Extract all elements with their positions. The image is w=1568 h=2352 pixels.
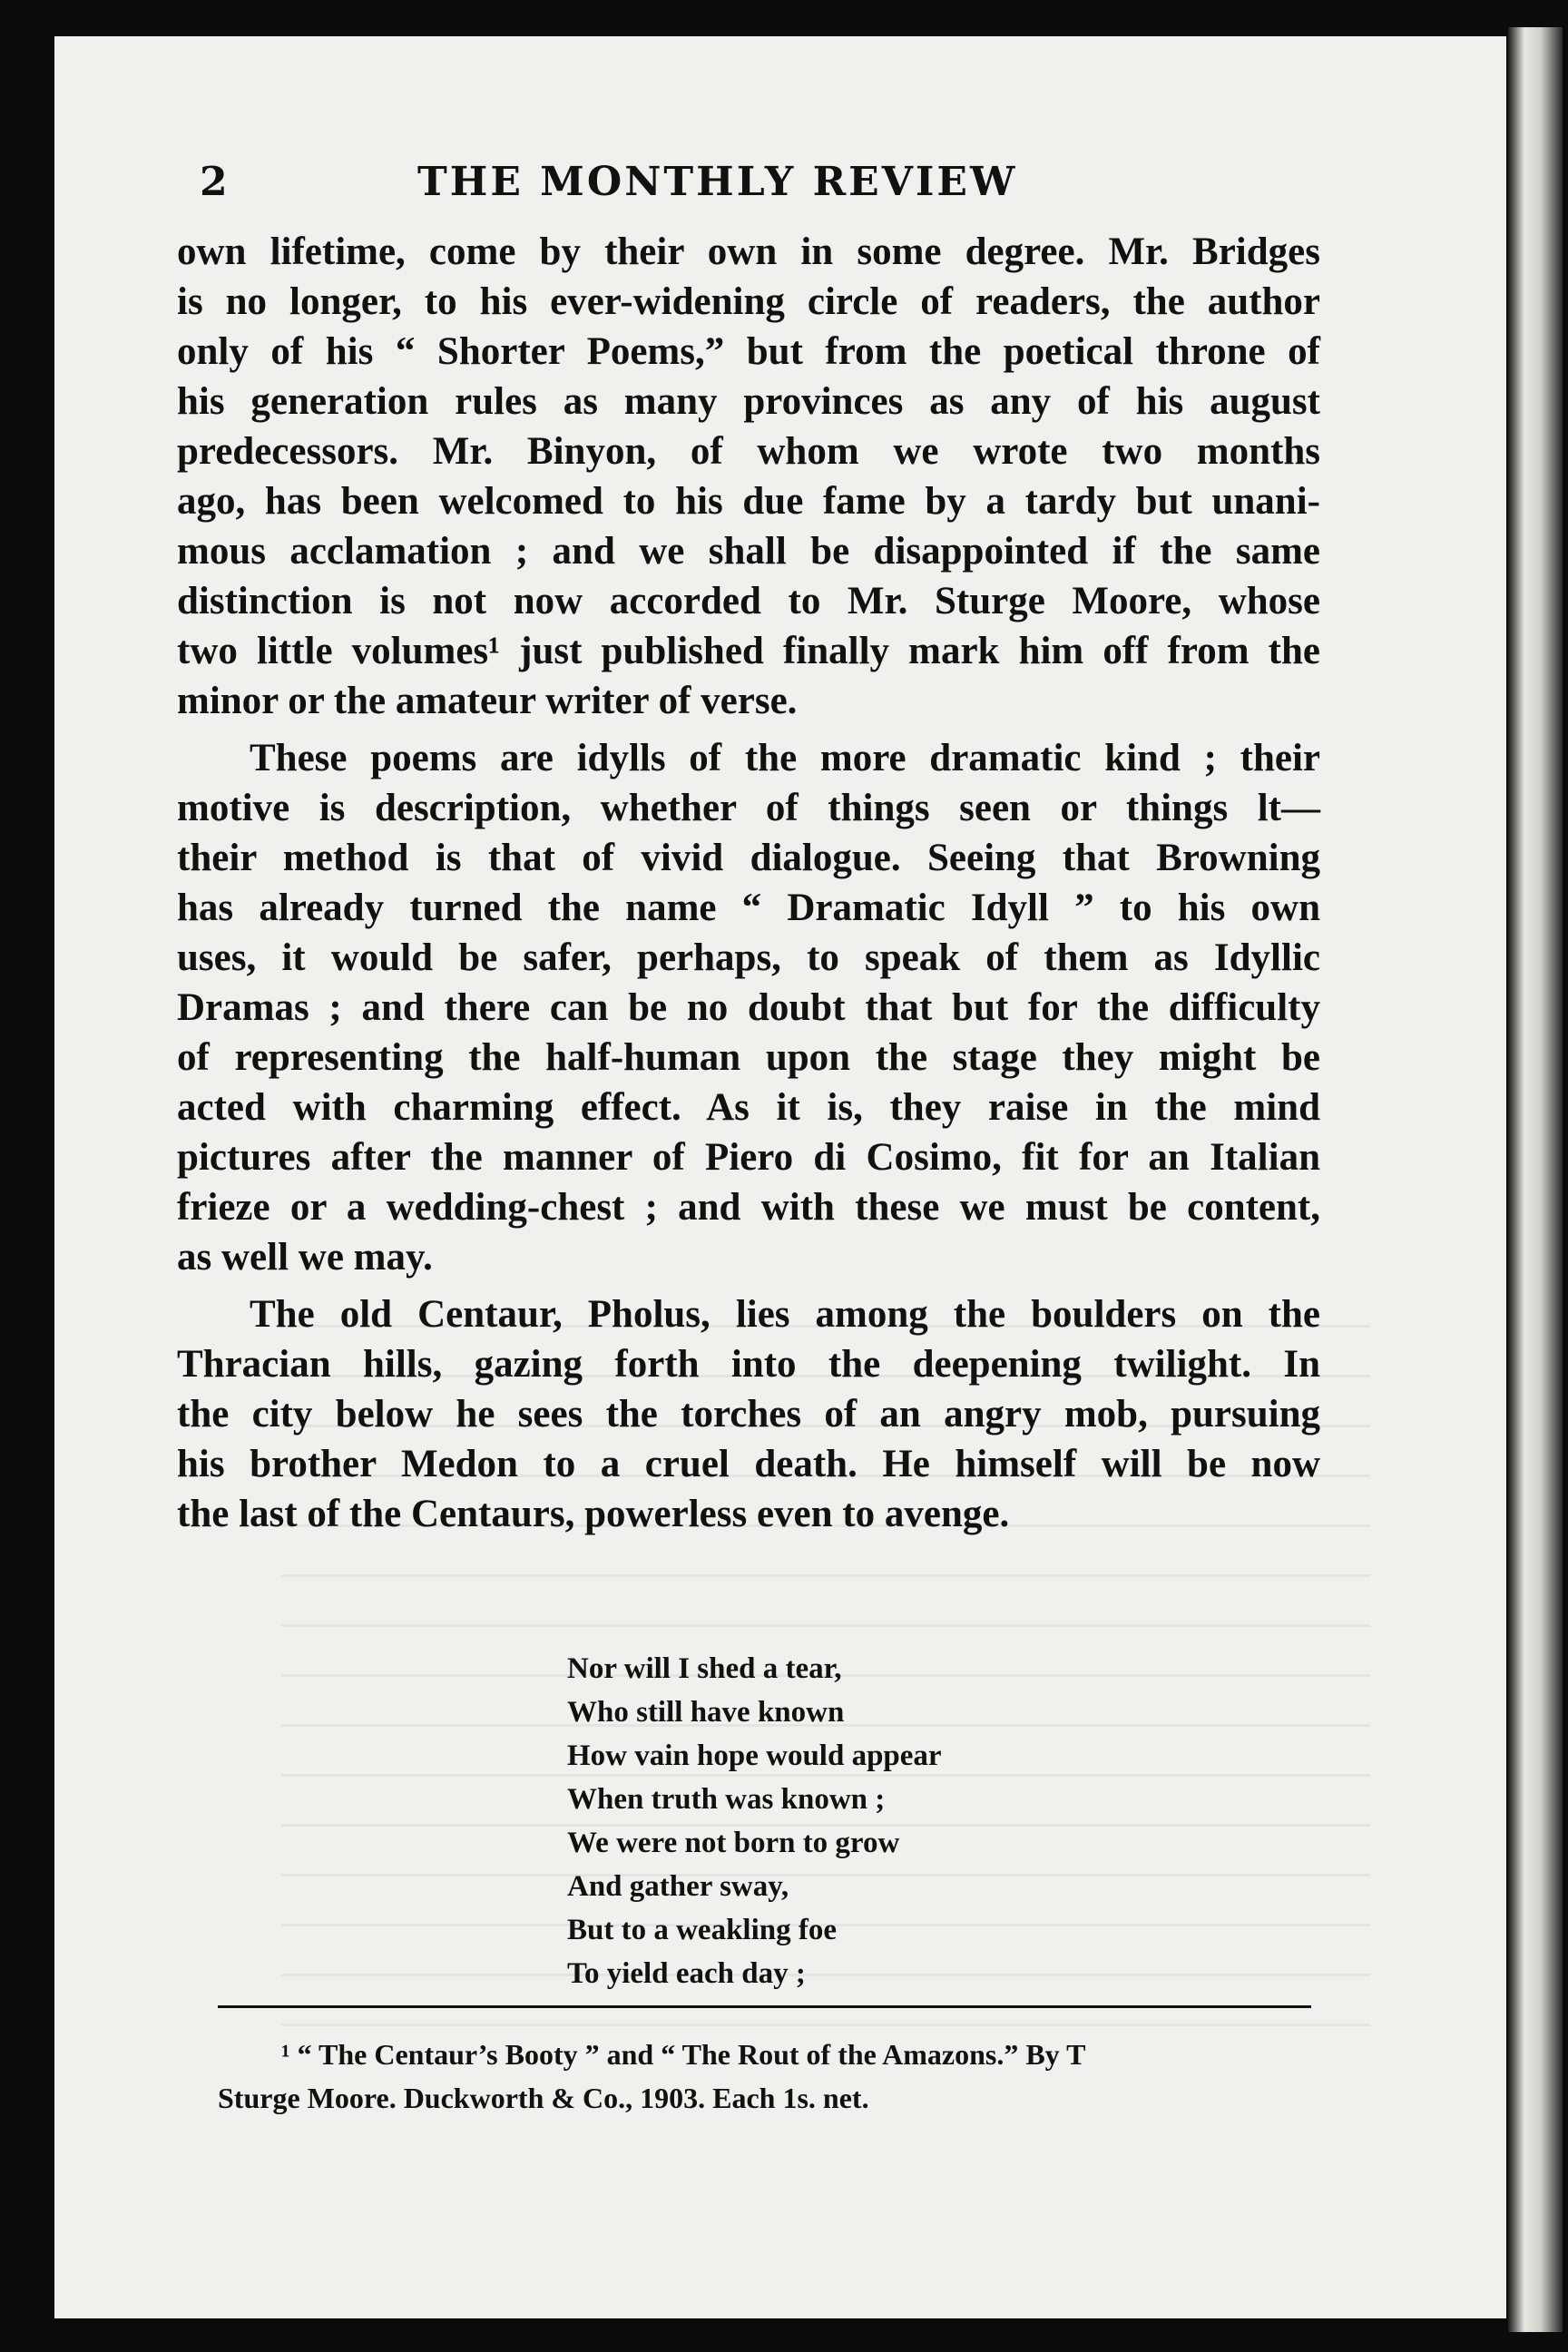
text-line: motive is description, whether of things seen or things lt—: [177, 787, 1320, 829]
text-line: distinction is not now accorded to Mr. Sturge Moore, whose: [177, 580, 1320, 622]
text-line: has already turned the name “ Dramatic Idyll ” to his own: [177, 887, 1320, 929]
scan-border-left: [0, 0, 54, 2352]
text-line: mous acclamation ; and we shall be disappointed if the same: [177, 530, 1320, 573]
text-line: the last of the Centaurs, powerless even to avenge.: [177, 1493, 1010, 1535]
verse-line: Who still have known: [567, 1696, 845, 1729]
book-gutter: [1508, 27, 1563, 2332]
text-line: These poems are idylls of the more dramatic kind ; their: [250, 737, 1320, 779]
text-line: own lifetime, come by their own in some degree. Mr. Bridges: [177, 230, 1320, 273]
text-line: Thracian hills, gazing forth into the deepening twilight. In: [177, 1343, 1320, 1386]
verse-line: Nor will I shed a tear,: [567, 1652, 842, 1685]
text-line: pictures after the manner of Piero di Cosimo, fit for an Italian: [177, 1136, 1320, 1179]
text-line: is no longer, to his ever-widening circle of readers, the author: [177, 280, 1320, 323]
text-line: his brother Medon to a cruel death. He himself will be now: [177, 1443, 1320, 1485]
text-line: two little volumes¹ just published finally mark him off from the: [177, 630, 1320, 672]
paragraph-3: [177, 1289, 1320, 1539]
verse-line: But to a weakling foe: [567, 1914, 837, 1946]
text-line: only of his “ Shorter Poems,” but from the poetical throne of: [177, 330, 1320, 373]
verse-line: We were not born to grow: [567, 1827, 900, 1859]
text-line: predecessors. Mr. Binyon, of whom we wrote two months: [177, 430, 1320, 473]
text-line: The old Centaur, Pholus, lies among the boulders on the: [250, 1293, 1320, 1336]
footnote-divider: [218, 2005, 1311, 2008]
text-line: of representing the half-human upon the stage they might be: [177, 1036, 1320, 1079]
text-line: minor or the amateur writer of verse.: [177, 680, 798, 722]
text-line: Dramas ; and there can be no doubt that but for the difficulty: [177, 986, 1320, 1029]
text-line: the city below he sees the torches of an angry mob, pursuing: [177, 1393, 1320, 1436]
footnote: [218, 2033, 1311, 2120]
verse-line: How vain hope would appear: [567, 1740, 942, 1772]
verse-line: And gather sway,: [567, 1870, 789, 1903]
verse-line: When truth was known ;: [567, 1783, 886, 1816]
page-number: 2: [200, 159, 228, 205]
footnote-line: Sturge Moore. Duckworth & Co., 1903. Each 1s. net.: [218, 2082, 869, 2114]
running-head: [200, 159, 1152, 231]
text-line: acted with charming effect. As it is, they raise in the mind: [177, 1086, 1320, 1129]
text-line: as well we may.: [177, 1236, 433, 1279]
paragraph-2: [177, 733, 1320, 1282]
running-title: THE MONTHLY REVIEW: [417, 159, 1018, 205]
text-line: his generation rules as many provinces as any of his august: [177, 380, 1320, 423]
body-text: [177, 227, 1320, 1539]
text-line: ago, has been welcomed to his due fame by a tardy but unani-: [177, 480, 1320, 523]
text-line: frieze or a wedding-chest ; and with these we must be content,: [177, 1186, 1320, 1229]
footnote-line: ¹ “ The Centaur’s Booty ” and “ The Rout of the Amazons.” By T: [281, 2038, 1086, 2071]
paragraph-1: [177, 227, 1320, 726]
verse-line: To yield each day ;: [567, 1957, 806, 1990]
text-line: their method is that of vivid dialogue. Seeing that Browning: [177, 837, 1320, 879]
verse-quotation: [567, 1647, 942, 1995]
text-line: uses, it would be safer, perhaps, to speak of them as Idyllic: [177, 936, 1320, 979]
